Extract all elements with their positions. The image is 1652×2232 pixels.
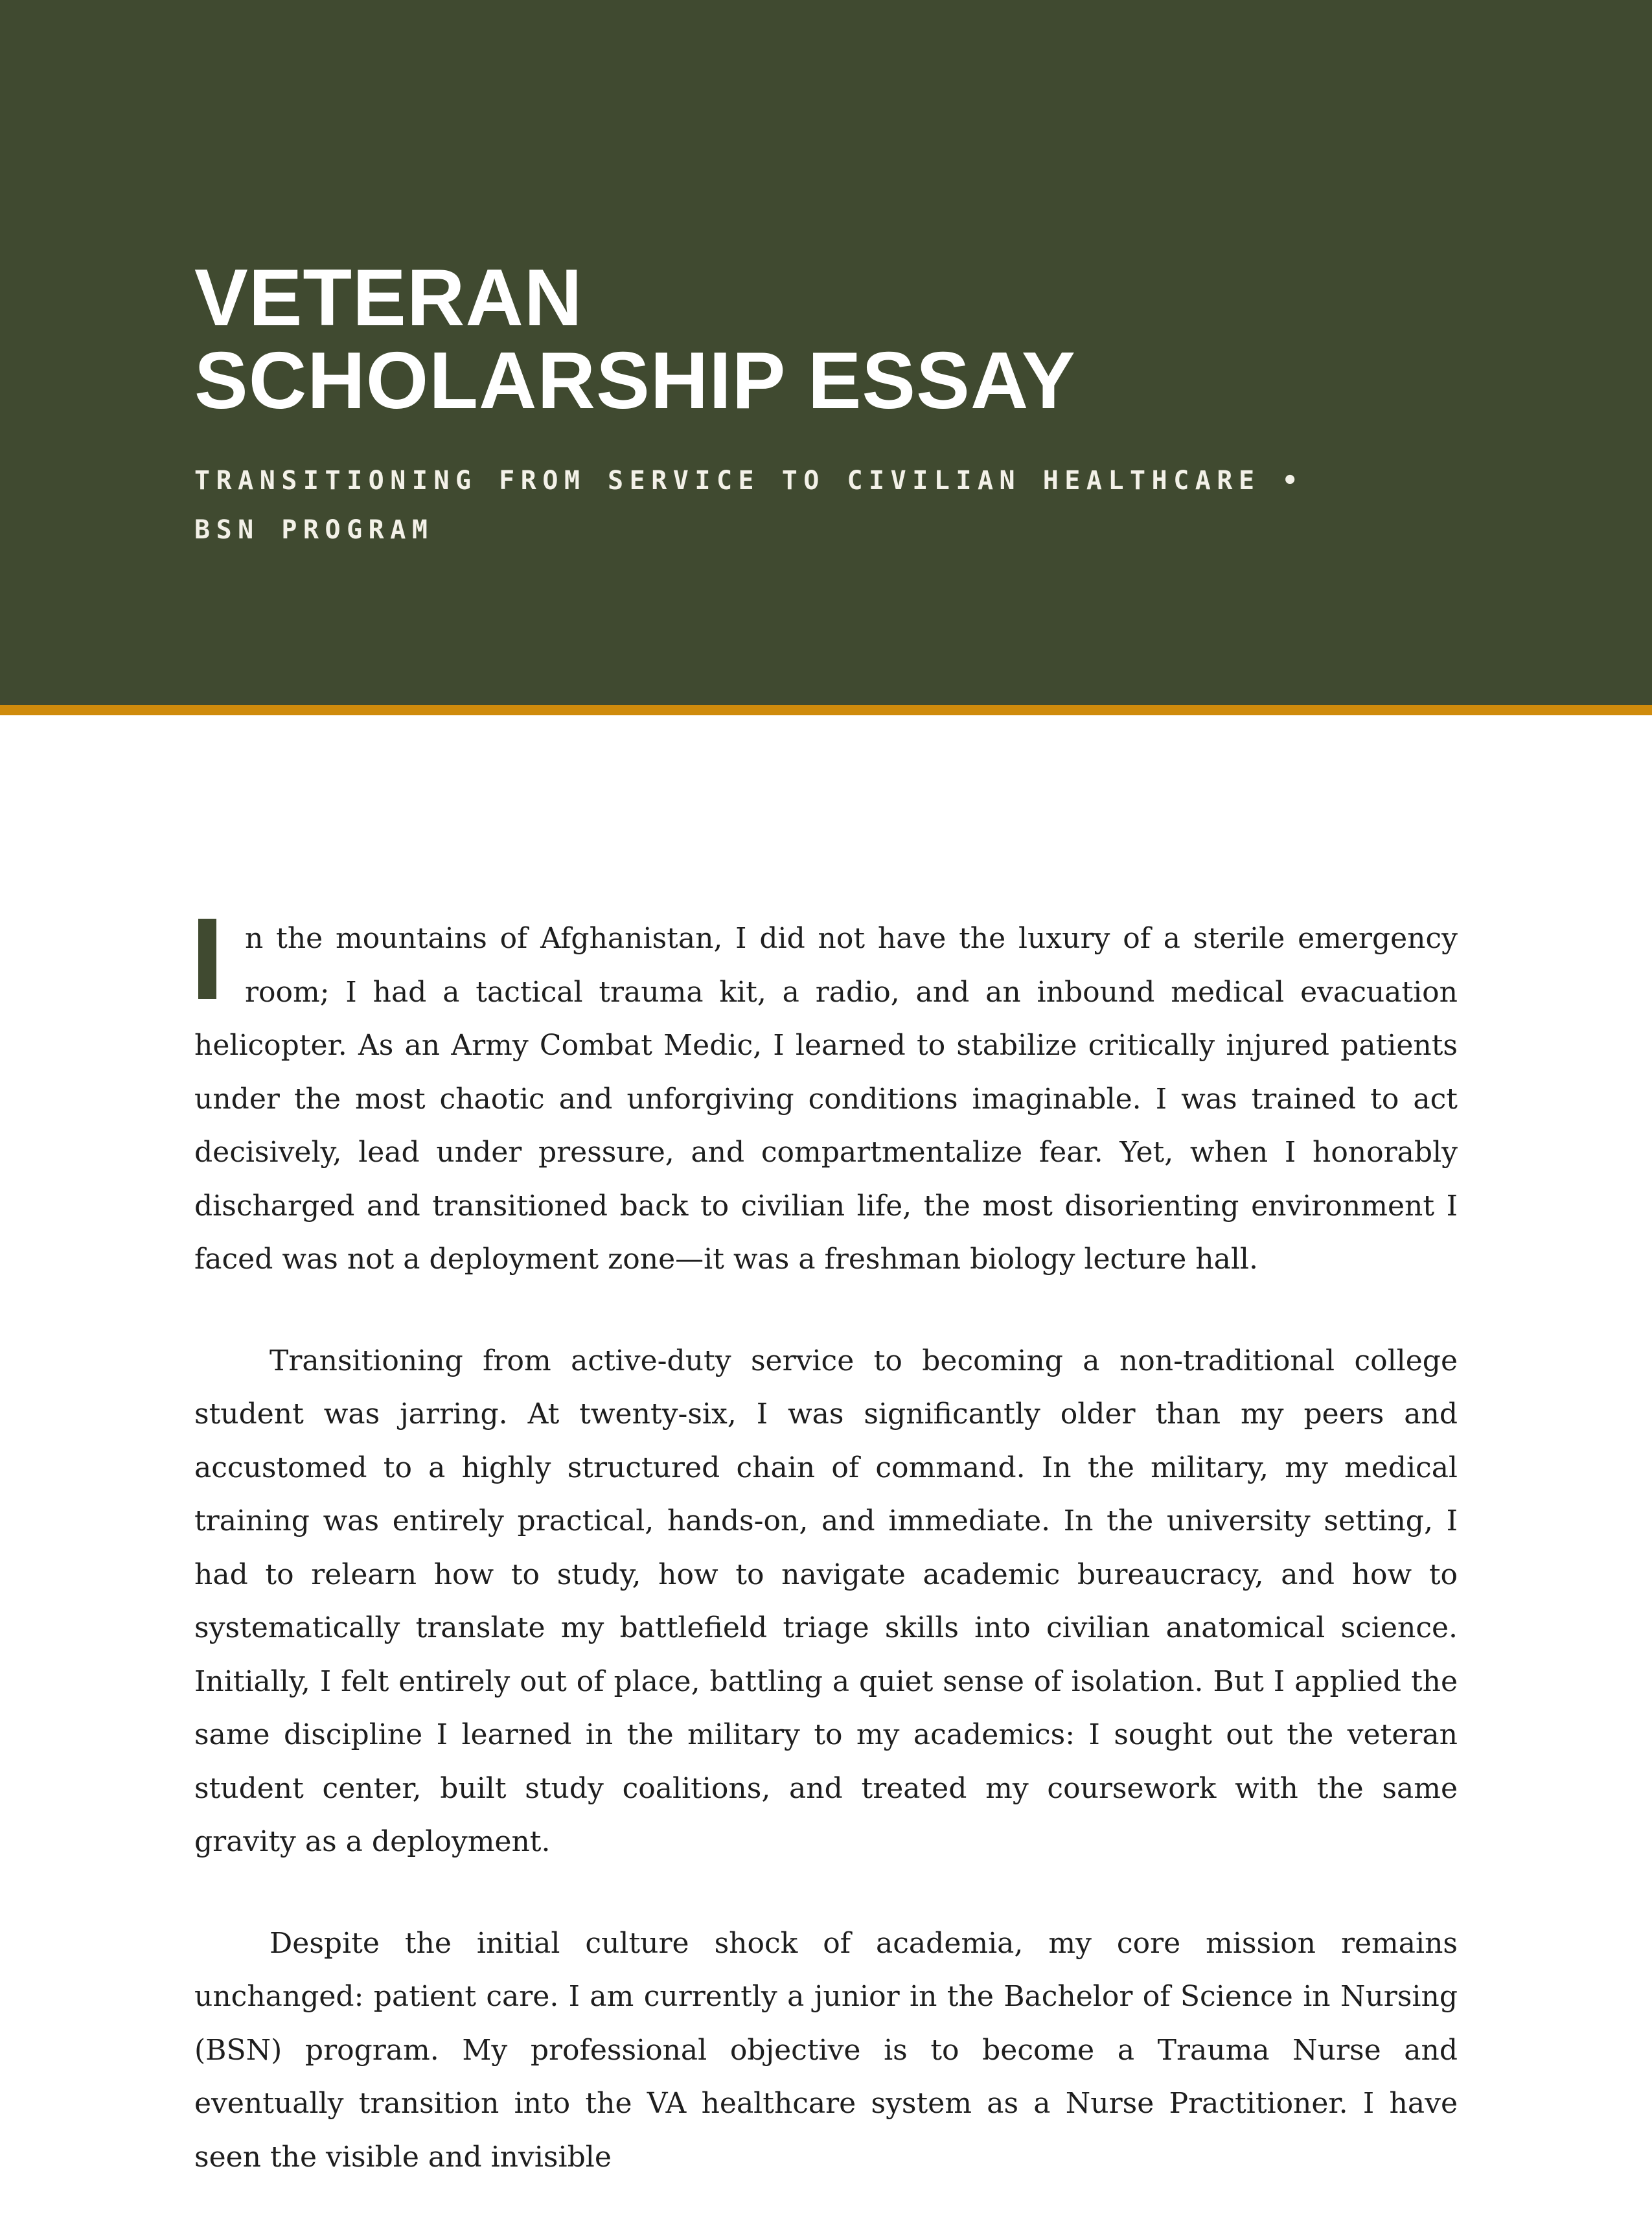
paragraph-1-text: n the mountains of Afghanistan, I did not have the luxury of a sterile emergency room; I had a tactical trauma kit, a radio, and an inbound medical evacuation helicopter. As an Army Combat Medic, I learned to stabilize critically injured patients under the most chaotic and unforgiving conditions imaginable. I was trained to act decisively, lead under pressure, and compartmentalize fear. Yet, when I honorably discharged and transitioned back to civilian life, the most disorienting environment I faced was not a deployment zone—it was a freshman biology lecture hall. [194, 922, 1458, 1276]
header-band [0, 0, 1652, 705]
title-line-2: SCHOLARSHIP ESSAY [194, 336, 1076, 426]
page-title [194, 253, 1076, 426]
essay-body [194, 912, 1458, 2232]
paragraph-3: Despite the initial culture shock of academia, my core mission remains unchanged: patient care. I am currently a junior in the Bachelor of Science in Nursing (BSN) program. My professional objective is to become a Trauma Nurse and eventually transition into the VA healthcare system as a Nurse Practitioner. I have seen the visible and invisible [194, 1926, 1458, 2174]
subtitle: TRANSITIONING FROM SERVICE TO CIVILIAN HEALTHCARE • BSN PROGRAM [194, 466, 1304, 545]
title-line-1: VETERAN [194, 253, 583, 343]
accent-rule [0, 705, 1652, 715]
paragraph-1 [194, 912, 1458, 1287]
drop-cap [198, 919, 216, 999]
paragraph-2: Transitioning from active-duty service to becoming a non-traditional college student was jarring. At twenty-six, I was significantly older than my peers and accustomed to a highly structured chain of command. In the military, my medical training was entirely practical, hands-on, and immediate. In the university setting, I had to relearn how to study, how to navigate academic bureaucracy, and how to systematically translate my battlefield triage skills into civilian anatomical science. Initially, I felt entirely out of place, battling a quiet sense of isolation. But I applied the same discipline I learned in the military to my academics: I sought out the veteran student center, built study coalitions, and treated my coursework with the same gravity as a deployment. [194, 1344, 1458, 1858]
